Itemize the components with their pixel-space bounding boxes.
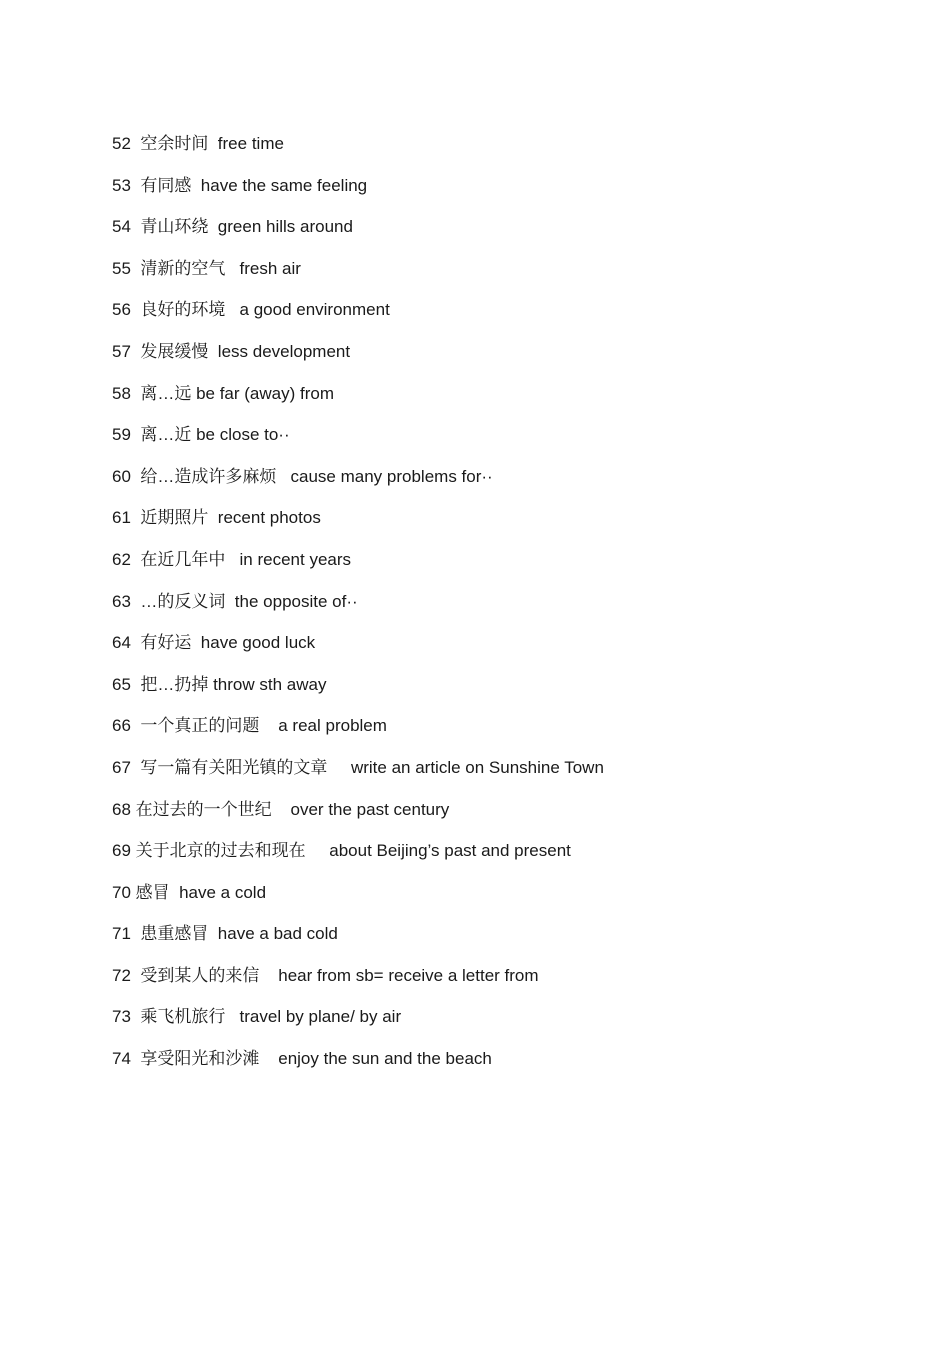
phrase-line [112,880,912,922]
phrase-text: 74 享受阳光和沙滩 enjoy the sun and the beach [112,1049,492,1069]
phrase-text: 60 给…造成许多麻烦 cause many problems for·· [112,466,493,486]
phrase-text: 72 受到某人的来信 hear from sb= receive a letter from [112,965,539,985]
phrase-text: 52 空余时间 free time [112,134,284,153]
phrase-line [112,755,912,797]
phrase-line [112,297,912,339]
phrase-text: 67 写一篇有关阳光镇的文章 write an article on Sunshine Town [112,757,604,777]
phrase-text: 53 有同感 have the same feeling [112,175,368,195]
phrase-line [112,173,912,215]
phrase-line [112,921,912,963]
phrase-line [112,1004,912,1046]
phrase-line [112,464,912,506]
phrase-text: 63 …的反义词 the opposite of·· [112,591,358,611]
phrase-line [112,713,912,755]
phrase-text: 55 清新的空气 fresh air [112,258,301,278]
phrase-line [112,630,912,672]
phrase-text: 57 发展缓慢 less development [112,341,351,361]
phrase-text: 71 患重感冒 have a bad cold [112,924,338,944]
phrase-list [112,131,912,1088]
phrase-line [112,963,912,1005]
phrase-text: 66 一个真正的问题 a real problem [112,716,387,736]
phrase-text: 70 感冒 have a cold [112,882,267,902]
phrase-line [112,381,912,423]
phrase-text: 68 在过去的一个世纪 over the past century [112,799,450,819]
phrase-line [112,339,912,381]
phrase-line [112,214,912,256]
phrase-text: 56 良好的环境 a good environment [112,300,390,320]
phrase-text: 58 离…远 be far (away) from [112,383,335,403]
phrase-line [112,422,912,464]
phrase-line [112,589,912,631]
phrase-line [112,797,912,839]
phrase-text: 54 青山环绕 green hills around [112,217,353,237]
phrase-line [112,672,912,714]
phrase-text: 73 乘飞机旅行 travel by plane/ by air [112,1007,402,1027]
phrase-text: 69 关于北京的过去和现在 about Beijing’s past and present [112,841,571,861]
phrase-text: 59 离…近 be close to·· [112,425,290,445]
phrase-text: 61 近期照片 recent photos [112,508,321,528]
phrase-line [112,505,912,547]
phrase-text: 62 在近几年中 in recent years [112,549,352,569]
phrase-line [112,256,912,298]
phrase-line [112,1046,912,1088]
phrase-text: 65 把…扔掉 throw sth away [112,674,327,694]
phrase-text: 64 有好运 have good luck [112,633,316,653]
phrase-line [112,547,912,589]
phrase-line [112,838,912,880]
phrase-line [112,131,912,173]
